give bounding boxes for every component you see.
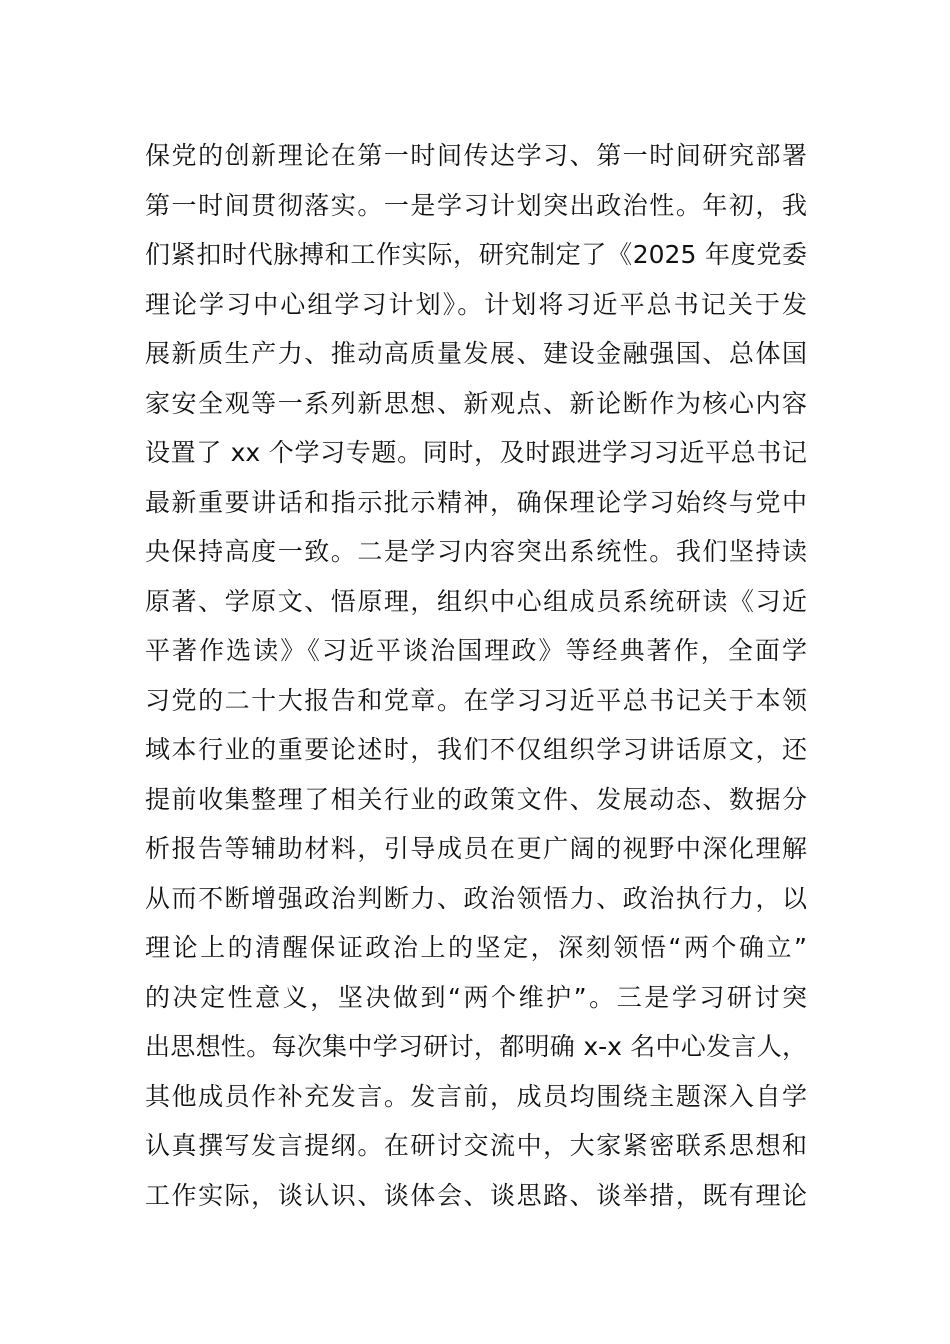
text-line: 展新质生产力、推动高质量发展、建设金融强国、总体国 bbox=[145, 339, 807, 368]
text-line: 们紧扣时代脉搏和工作实际，研究制定了《2025 年度党委 bbox=[145, 240, 807, 269]
text-line: 出思想性。每次集中学习研讨，都明确 x-x 名中心发言人， bbox=[145, 1032, 807, 1061]
text-line: 理论上的清醒保证政治上的坚定，深刻领悟“两个确立” bbox=[145, 933, 807, 962]
text-line: 设置了 xx 个学习专题。同时，及时跟进学习习近平总书记 bbox=[145, 438, 807, 467]
text-line: 平著作选读》《习近平谈治国理政》等经典著作，全面学 bbox=[145, 636, 807, 665]
text-line: 析报告等辅助材料，引导成员在更广阔的视野中深化理解 bbox=[145, 834, 807, 863]
text-line: 第一时间贯彻落实。一是学习计划突出政治性。年初，我 bbox=[145, 190, 807, 220]
text-line: 其他成员作补充发言。发言前，成员均围绕主题深入自学 bbox=[145, 1081, 807, 1111]
text-line: 习党的二十大报告和党章。在学习习近平总书记关于本领 bbox=[145, 685, 807, 715]
text-line: 理论学习中心组学习计划》。计划将习近平总书记关于发 bbox=[145, 289, 807, 319]
text-line: 提前收集整理了相关行业的政策文件、发展动态、数据分 bbox=[145, 784, 807, 814]
text-line: 域本行业的重要论述时，我们不仅组织学习讲话原文，还 bbox=[145, 735, 807, 764]
text-line: 央保持高度一致。二是学习内容突出系统性。我们坚持读 bbox=[145, 537, 807, 566]
text-line: 工作实际，谈认识、谈体会、谈思路、谈举措，既有理论 bbox=[145, 1180, 807, 1210]
text-line: 最新重要讲话和指示批示精神，确保理论学习始终与党中 bbox=[145, 487, 807, 517]
text-line: 家安全观等一系列新思想、新观点、新论断作为核心内容 bbox=[145, 388, 807, 418]
text-line: 原著、学原文、悟原理，组织中心组成员系统研读《习近 bbox=[145, 586, 807, 616]
text-line: 认真撰写发言提纲。在研讨交流中，大家紧密联系思想和 bbox=[145, 1131, 807, 1160]
body-paragraph bbox=[145, 131, 807, 1220]
text-line: 保党的创新理论在第一时间传达学习、第一时间研究部署 bbox=[145, 141, 807, 170]
text-line: 从而不断增强政治判断力、政治领悟力、政治执行力，以 bbox=[145, 883, 807, 913]
text-line: 的决定性意义，坚决做到“两个维护”。三是学习研讨突 bbox=[145, 982, 807, 1012]
